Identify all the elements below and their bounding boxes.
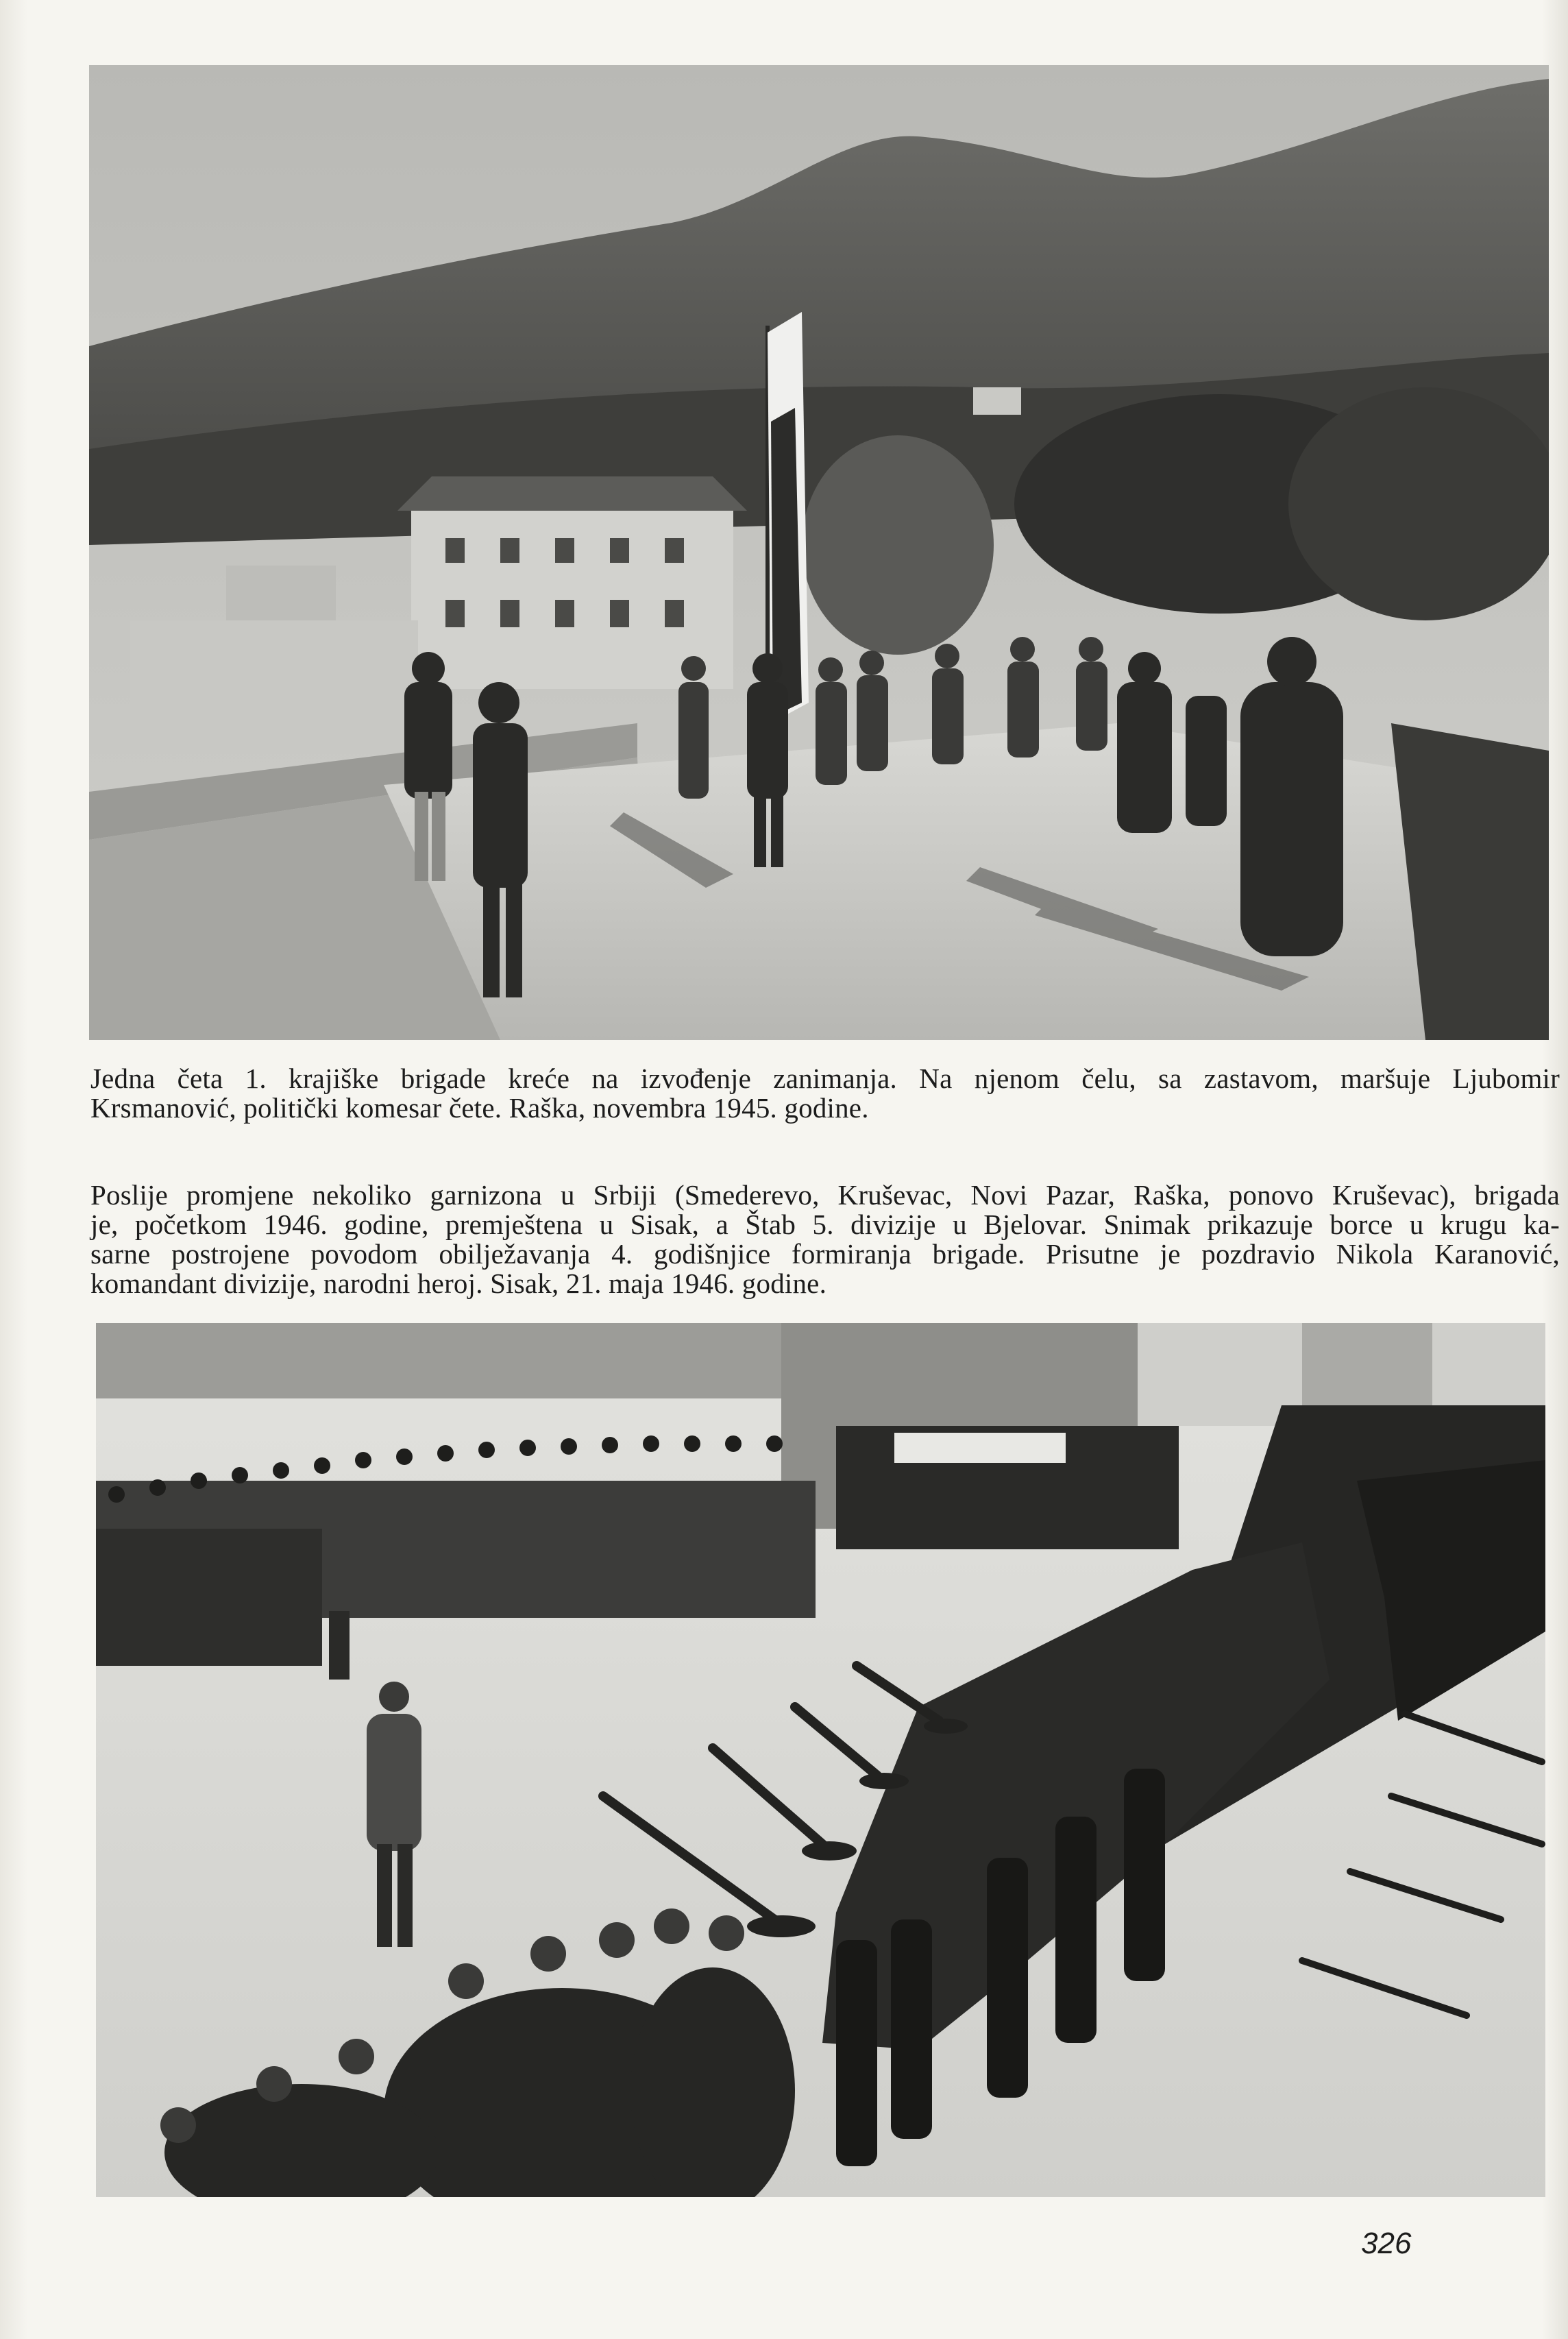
- caption-bottom-photo: [90, 1180, 1560, 1298]
- caption-bottom-line-4: komandant divizije, narodni heroj. Sisak, 21. maja 1946. godine.: [90, 1268, 827, 1299]
- caption-bottom-line-2: je, početkom 1946. godine, premještena u Sisak, a Štab 5. divizije u Bjelovar. Snimak prikazuje borce u krugu ka-: [90, 1209, 1560, 1240]
- photo-marching-company: [89, 65, 1549, 1040]
- caption-bottom-line-1: Poslije promjene nekoliko garnizona u Srbiji (Smederevo, Kruševac, Novi Pazar, Raška, ponovo Kruševac), brigada: [90, 1179, 1560, 1211]
- caption-top-line-2: Krsmanović, politički komesar čete. Raška, novembra 1945. godine.: [90, 1092, 869, 1124]
- caption-top-line-1: Jedna četa 1. krajiške brigade kreće na izvođenje zanimanja. Na njenom čelu, sa zastavom, maršuje Ljubomir: [90, 1063, 1560, 1094]
- photo-marching-company-image: [89, 65, 1549, 1040]
- caption-top-photo: [90, 1064, 1560, 1123]
- page-number: 326: [1361, 2227, 1412, 2260]
- caption-bottom-line-3: sarne postrojene povodom obilježavanja 4. godišnjice formiranja brigade. Prisutne je pozdravio Nikola Karanović,: [90, 1238, 1560, 1270]
- photo-brigade-formation: [96, 1323, 1545, 2197]
- photo-brigade-formation-image: [96, 1323, 1545, 2197]
